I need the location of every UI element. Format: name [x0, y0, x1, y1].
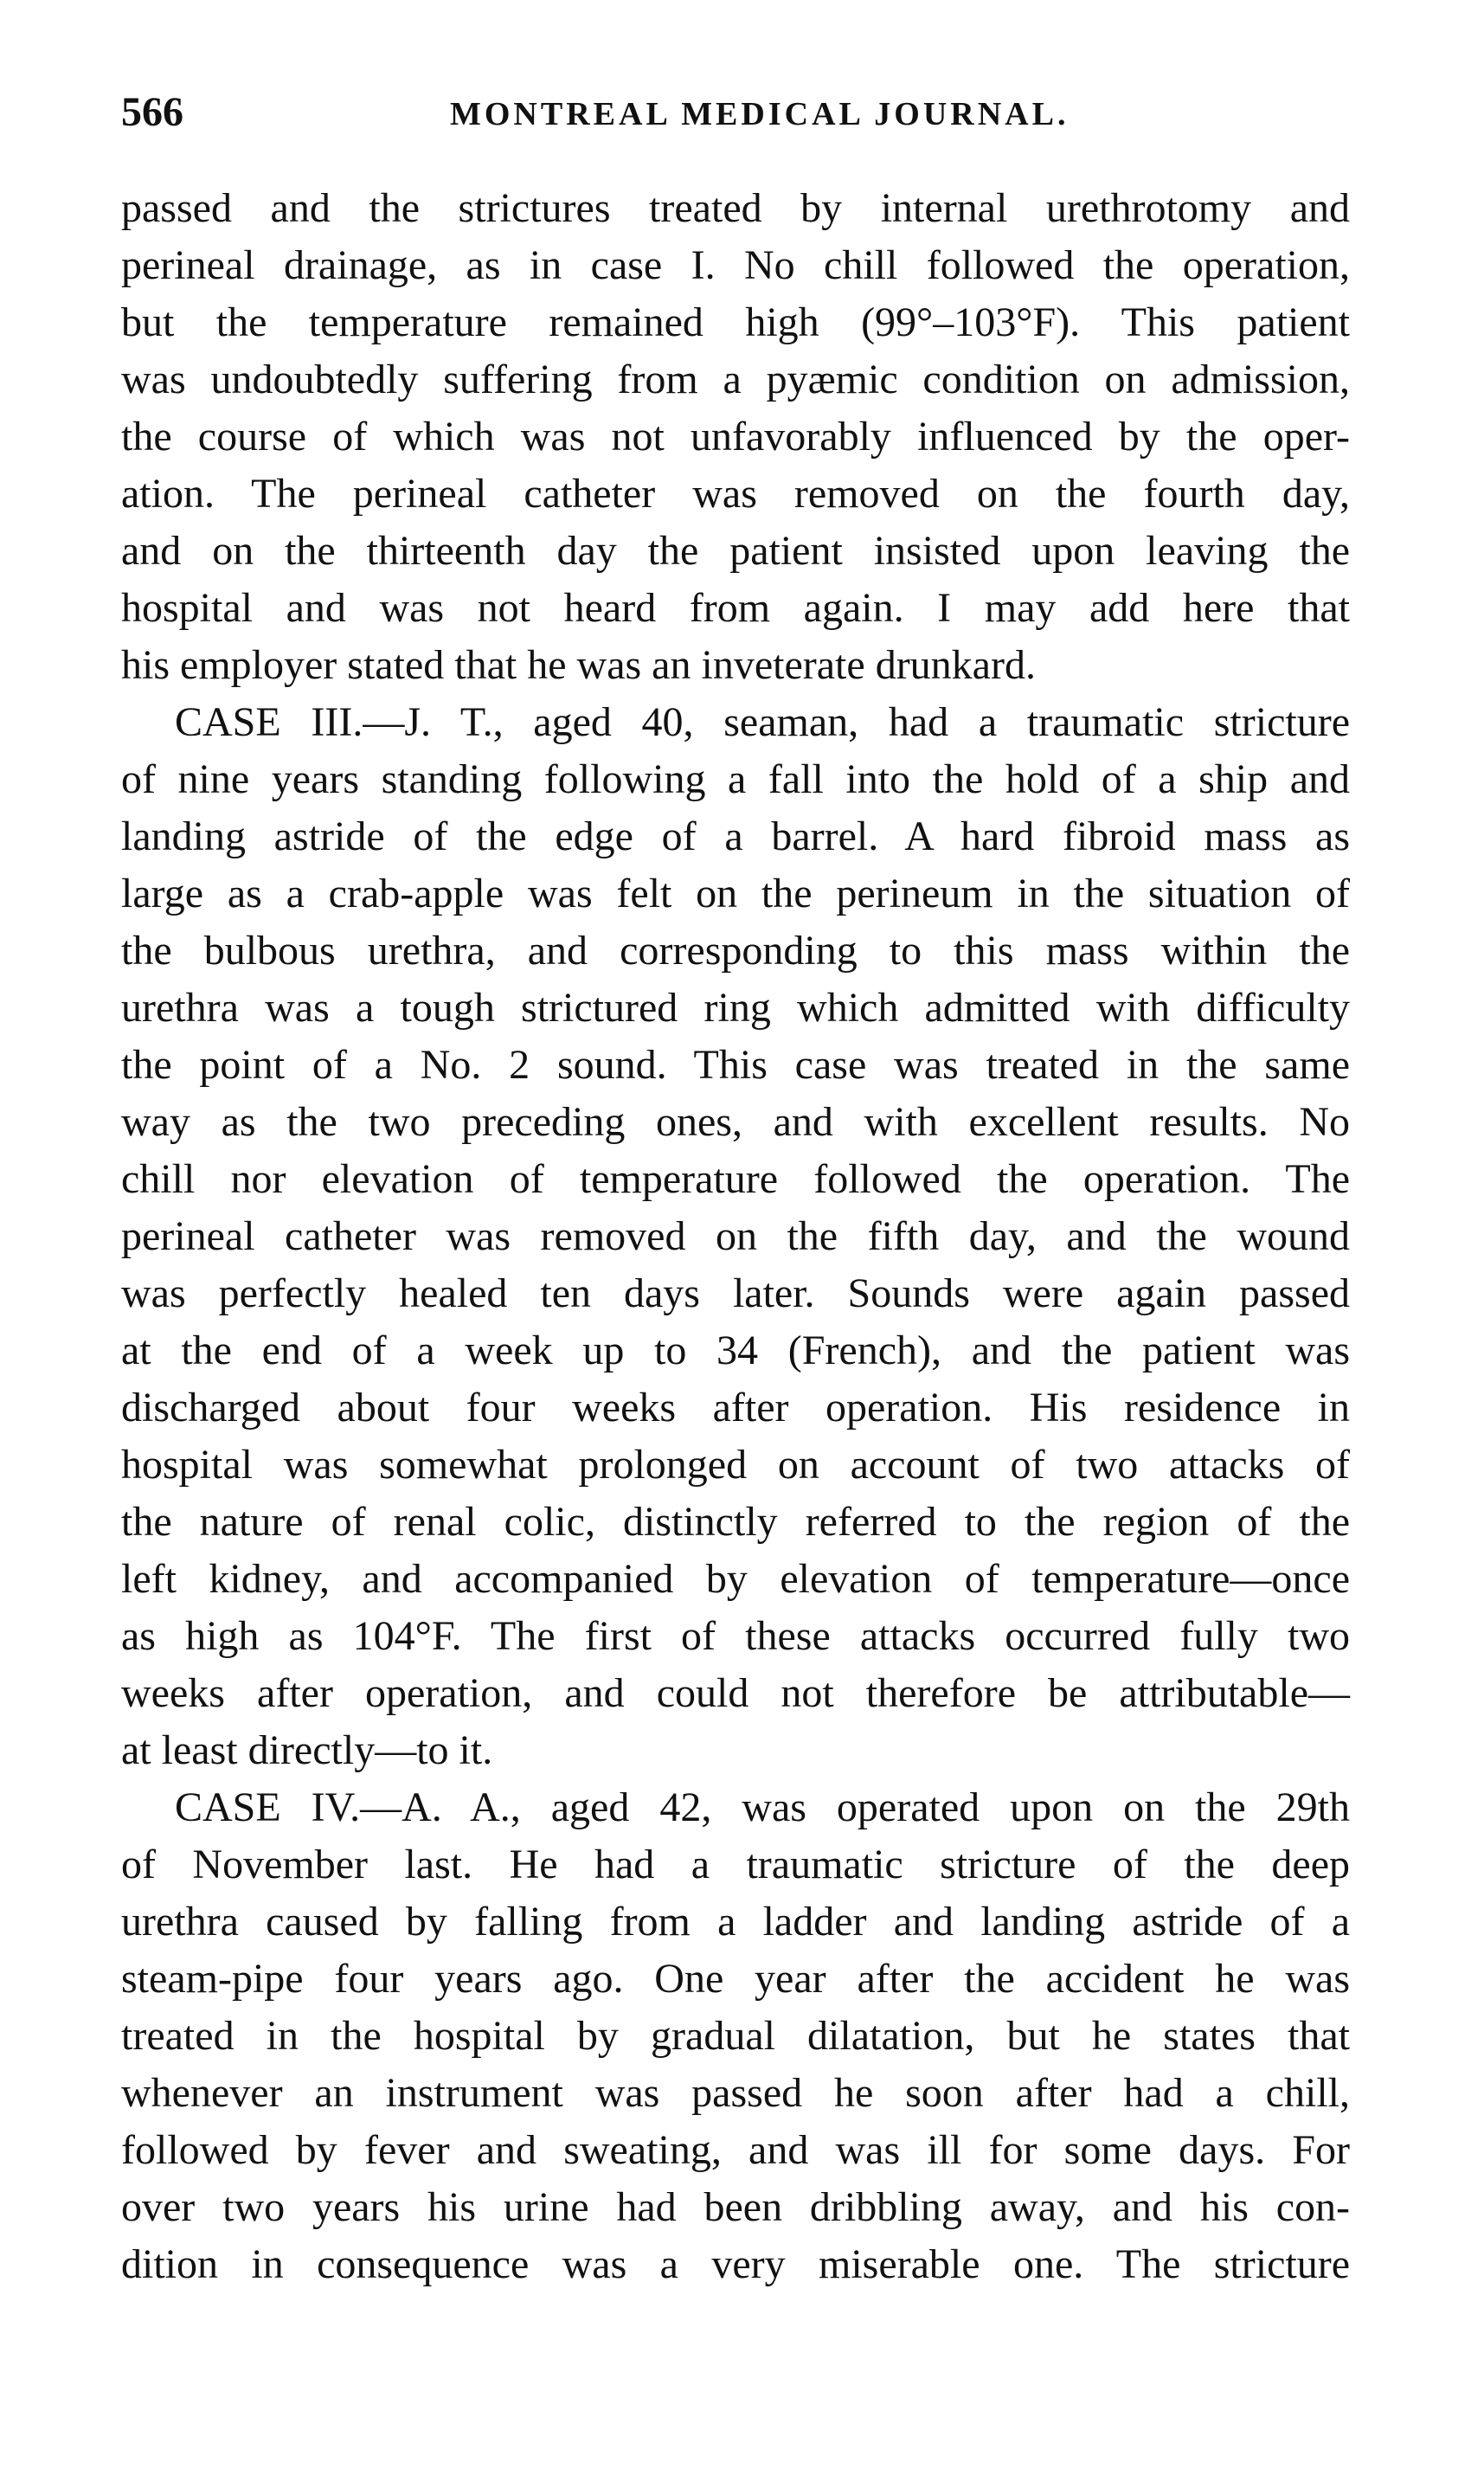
text-line: way as the two preceding ones, and with excellent results. No: [121, 1099, 1350, 1145]
running-head: MONTREAL MEDICAL JOURNAL.: [450, 96, 1070, 132]
text-line: hospital was somewhat prolonged on account of two attacks of: [121, 1442, 1350, 1488]
text-line: as high as 104°F. The first of these attacks occurred fully two: [121, 1613, 1350, 1659]
text-line: followed by fever and sweating, and was ill for some days. For: [121, 2127, 1350, 2173]
text-line: large as a crab-apple was felt on the perineum in the situation of: [121, 871, 1350, 916]
text-line: chill nor elevation of temperature followed the operation. The: [121, 1156, 1350, 1202]
text-line: landing astride of the edge of a barrel. A hard fibroid mass as: [121, 813, 1350, 859]
page-header: [121, 87, 1367, 147]
text-line: weeks after operation, and could not therefore be attributable—: [121, 1670, 1350, 1716]
text-line: over two years his urine had been dribbling away, and his con-: [121, 2184, 1350, 2230]
case-heading-line: CASE IV.—A. A., aged 42, was operated upon on the 29th: [175, 1784, 1350, 1830]
text-line: the course of which was not unfavorably influenced by the oper-: [121, 414, 1350, 460]
text-line: of November last. He had a traumatic stricture of the deep: [121, 1842, 1350, 1887]
text-line: dition in consequence was a very miserable one. The stricture: [121, 2241, 1350, 2287]
text-line: the point of a No. 2 sound. This case was treated in the same: [121, 1042, 1350, 1088]
text-line: and on the thirteenth day the patient insisted upon leaving the: [121, 528, 1350, 574]
text-line: urethra caused by falling from a ladder and landing astride of a: [121, 1899, 1350, 1945]
text-line: perineal catheter was removed on the fifth day, and the wound: [121, 1213, 1350, 1259]
text-line: discharged about four weeks after operation. His residence in: [121, 1385, 1350, 1430]
text-line: his employer stated that he was an inveterate drunkard.: [121, 642, 1036, 688]
text-line: urethra was a tough strictured ring which admitted with difficulty: [121, 985, 1350, 1031]
text-line: but the temperature remained high (99°–103°F). This patient: [121, 299, 1350, 345]
text-line: passed and the strictures treated by internal urethrotomy and: [121, 185, 1350, 231]
text-line: ation. The perineal catheter was removed on the fourth day,: [121, 471, 1350, 517]
text-line: left kidney, and accompanied by elevation of temperature—once: [121, 1556, 1350, 1602]
text-line: the nature of renal colic, distinctly referred to the region of the: [121, 1499, 1350, 1545]
text-line: the bulbous urethra, and corresponding to this mass within the: [121, 928, 1350, 974]
text-line: at least directly—to it.: [121, 1727, 493, 1773]
text-line: at the end of a week up to 34 (French), and the patient was: [121, 1328, 1350, 1373]
text-line: treated in the hospital by gradual dilatation, but he states that: [121, 2013, 1350, 2059]
text-line: steam-pipe four years ago. One year after the accident he was: [121, 1956, 1350, 2002]
case-heading-line: CASE III.—J. T., aged 40, seaman, had a traumatic stricture: [175, 699, 1350, 745]
text-line: was undoubtedly suffering from a pyæmic condition on admission,: [121, 357, 1350, 402]
text-line: whenever an instrument was passed he soon after had a chill,: [121, 2070, 1350, 2116]
text-line: perineal drainage, as in case I. No chill followed the operation,: [121, 242, 1350, 288]
body-text: [121, 180, 1350, 2293]
text-line: hospital and was not heard from again. I may add here that: [121, 585, 1350, 631]
text-line: was perfectly healed ten days later. Sounds were again passed: [121, 1270, 1350, 1316]
page-number: 566: [121, 89, 183, 135]
text-line: of nine years standing following a fall into the hold of a ship and: [121, 756, 1350, 802]
